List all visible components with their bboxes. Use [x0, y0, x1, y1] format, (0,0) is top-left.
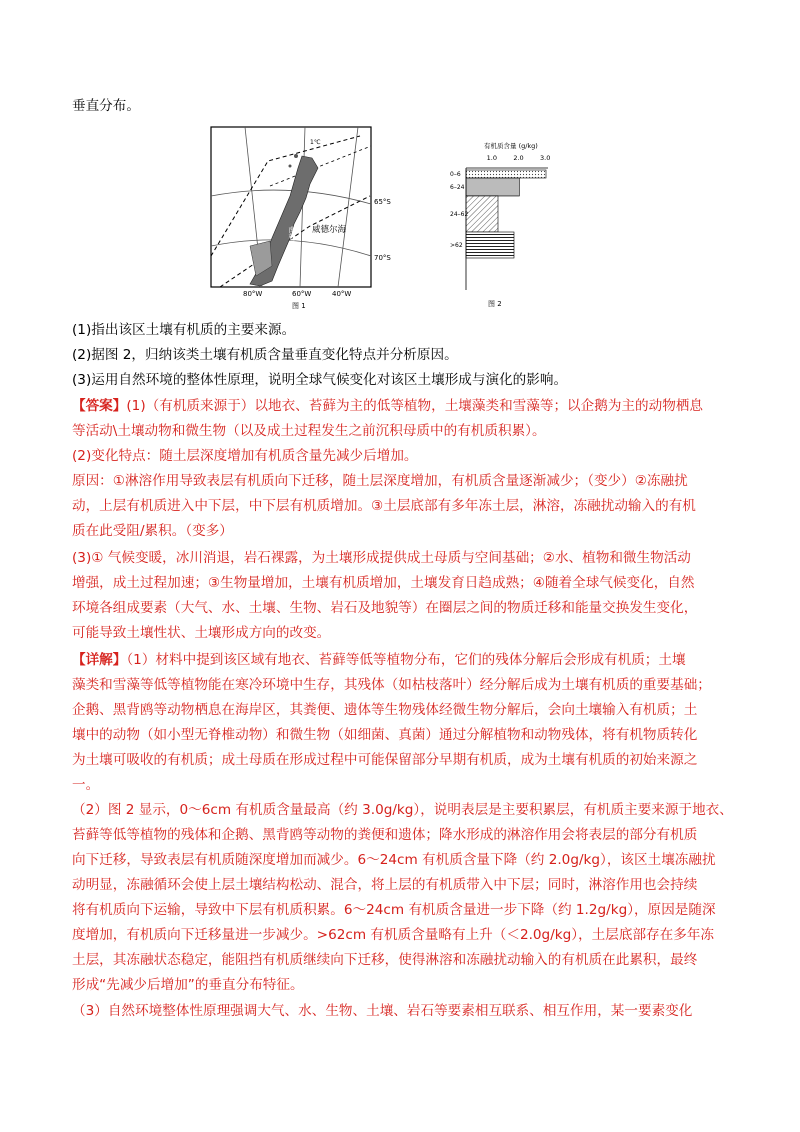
question-3: (3)运用自然环境的整体性原理，说明全球气候变化对该区土壤形成与演化的影响。 — [72, 372, 568, 388]
figure-2-chart — [450, 140, 570, 310]
x-tick-label: 3.0 — [540, 154, 551, 162]
detail-line-10: 将有机质向下运输，导致中下层有机质积累。6～24cm 有机质含量进一步下降（约 1.2g/kg），原因是随深 — [72, 902, 716, 918]
detail-line-9: 动明显，冻融循环会使上层土壤结构松动、混合，将上层的有机质带入中下层；同时，淋溶作用也会持续 — [72, 877, 698, 893]
lon-label-40: 40°W — [332, 290, 352, 298]
bar-layer-3 — [466, 232, 514, 258]
detail-line-2: 企鹅、黑背鸥等动物栖息在海岸区，其粪便、遗体等生物残体经微生物分解后，会向土壤输入有机质；土 — [72, 702, 698, 718]
detail-line-14: （3）自然环境整体性原理强调大气、水、生物、土壤、岩石等要素相互联系、相互作用，某一要素变化 — [72, 1003, 693, 1019]
answer-line-2: (2)变化特点：随土层深度增加有机质含量先减少后增加。 — [72, 448, 418, 464]
detail-line-4: 为土壤可吸收的有机质；成土母质在形成过程中可能保留部分早期有机质，成为土壤有机质的初始来源之 — [72, 752, 698, 768]
bar-layer-2 — [466, 196, 498, 232]
answer-line-8: 环境各组成要素（大气、水、土壤、生物、岩石及地貌等）在圈层之间的物质迁移和能量交换发生变化， — [72, 600, 698, 616]
layer-label-1: 6–24 — [450, 184, 465, 191]
detail-line-6: （2）图 2 显示，0～6cm 有机质含量最高（约 3.0g/kg），说明表层是主要积累层，有机质主要来源于地衣、 — [72, 802, 733, 818]
answer-line-7: 增强，成土过程加速；③生物量增加，土壤有机质增加，土壤发育日趋成熟；④随着全球气候变化，自然 — [72, 575, 695, 591]
island-label: 1℃ — [310, 139, 321, 146]
question-1: (1)指出该区土壤有机质的主要来源。 — [72, 322, 296, 338]
layer-label-3: >62 — [450, 242, 463, 249]
map-svg — [210, 126, 435, 310]
detail-line-13: 形成“先减少后增加”的垂直分布特征。 — [72, 977, 304, 993]
bar-layer-0 — [466, 170, 546, 178]
x-tick-label: 1.0 — [486, 154, 498, 162]
answer-line-3: 原因：①淋溶作用导致表层有机质向下迁移，随土层深度增加，有机质含量逐渐减少；（变少）②冻融扰 — [72, 473, 688, 489]
x-tick-label: 2.0 — [513, 154, 524, 162]
answer-line-1: 等活动\土壤动物和微生物（以及成土过程发生之前沉积母质中的有机质积累）。 — [72, 423, 546, 439]
intro-text: 垂直分布。 — [72, 98, 140, 114]
bar-layer-1 — [466, 178, 519, 196]
detail-line-8: 向下迁移，导致表层有机质随深度增加而减少。6～24cm 有机质含量下降（约 2.0g/kg），该区土壤冻融扰 — [72, 852, 716, 868]
bars — [466, 168, 546, 290]
x-axis-title: 有机质含量 (g/kg) — [484, 142, 538, 150]
sea-label: 威德尔海 — [312, 225, 347, 235]
island-a — [294, 154, 298, 158]
detail-line-5: 一。 — [72, 777, 100, 793]
figure-2-caption: 图 2 — [488, 300, 502, 308]
answer-line-6: (3)① 气候变暖，冰川消退，岩石裸露，为土壤形成提供成土母质与空间基础；②水、植物和微生物活动 — [72, 550, 691, 566]
island-b — [289, 165, 292, 168]
detail-line-12: 土层，其冻融状态稳定，能阻挡有机质继续向下迁移，使得淋溶和冻融扰动输入的有机质在此累积，最终 — [72, 952, 698, 968]
detail-line-3: 壤中的动物（如小型无脊椎动物）和微生物（如细菌、真菌）通过分解植物和动物残体，将有机物质转化 — [72, 727, 698, 743]
detail-line-0 — [72, 650, 686, 670]
answer-tag: 【答案】 — [72, 398, 127, 414]
question-2: (2)据图 2，归纳该类土壤有机质含量垂直变化特点并分析原因。 — [72, 347, 458, 363]
layer-label-2: 24–62 — [450, 211, 469, 218]
detail-text: （1）材料中提到该区域有地衣、苔藓等低等植物分布，它们的残体分解后会形成有机质；土壤 — [126, 652, 686, 668]
soil-chart-svg — [450, 140, 570, 310]
figure-1-map — [210, 126, 435, 310]
figure-1-caption: 图 1 — [292, 302, 306, 310]
answer-line-0 — [72, 396, 703, 416]
detail-tag: 【详解】 — [72, 652, 127, 668]
answer-line-5: 质在此受阻/累积。（变多） — [72, 523, 233, 539]
answer-line-4: 动，上层有机质进入中下层，中下层有机质增加。③土层底部有多年冻土层，淋溶，冻融扰动输入的有机 — [72, 498, 696, 514]
peninsula-label: 南极半岛 — [288, 226, 296, 254]
lon-label-80: 80°W — [243, 290, 263, 298]
lat-label-65: 65°S — [374, 198, 391, 206]
detail-line-1: 藻类和雪藻等低等植物能在寒冷环境中生存，其残体（如枯枝落叶）经分解后成为土壤有机质的重要基础； — [72, 677, 711, 693]
detail-line-11: 度增加，有机质向下迁移量进一步减少。>62cm 有机质含量略有上升（＜2.0g/kg），土层底部存在多年冻 — [72, 927, 714, 943]
answer-text: (1)（有机质来源于）以地衣、苔藓为主的低等植物，土壤藻类和雪藻等；以企鹅为主的动物栖息 — [126, 398, 703, 414]
answer-line-9: 可能导致土壤性状、土壤形成方向的改变。 — [72, 625, 331, 641]
x-ticks — [466, 154, 550, 168]
lon-label-60: 60°W — [292, 290, 312, 298]
layer-label-0: 0–6 — [450, 171, 461, 178]
lat-label-70: 70°S — [374, 254, 391, 262]
detail-line-7: 苔藓等低等植物的残体和企鹅、黑背鸥等动物的粪便和遗体；降水形成的淋溶作用会将表层的部分有机质 — [72, 827, 698, 843]
